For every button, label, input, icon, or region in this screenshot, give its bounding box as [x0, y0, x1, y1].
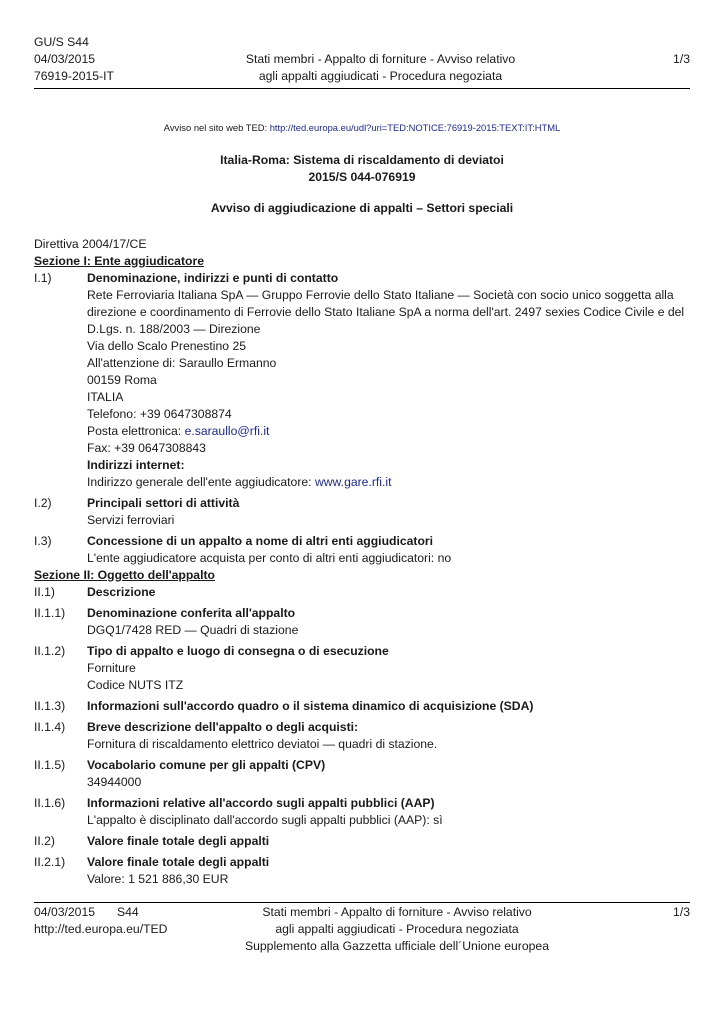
section2-heading: Sezione II: Oggetto dell'appalto — [34, 568, 215, 582]
email-link[interactable]: e.saraullo@rfi.it — [184, 424, 270, 438]
item-number: I.2) — [34, 496, 52, 510]
attention-contact: All'attenzione di: Saraullo Ermanno — [87, 356, 277, 370]
footer-date-issue — [34, 904, 167, 921]
item-i1 — [34, 270, 690, 491]
country: ITALIA — [87, 390, 124, 404]
header-page-number: 1/3 — [673, 52, 690, 66]
item-number: II.1.6) — [34, 796, 66, 810]
footer-doc-type-line1: Stati membri - Appalto di forniture - Avviso relativo — [262, 905, 532, 919]
section1-heading: Sezione I: Ente aggiudicatore — [34, 254, 204, 268]
item-number: II.1.4) — [34, 720, 66, 734]
item-label: Vocabolario comune per gli appalti (CPV) — [87, 758, 326, 772]
item-label: Tipo di appalto e luogo di consegna o di esecuzione — [87, 644, 389, 658]
item-value: Valore: 1 521 886,30 EUR — [87, 872, 229, 886]
page-footer — [34, 902, 690, 953]
notice-prefix: Avviso nel sito web TED: — [163, 122, 270, 133]
header-doc-type-line2: agli appalti aggiudicati - Procedura negoziata — [258, 69, 503, 83]
header-date: 04/03/2015 — [34, 52, 95, 66]
item-ii12 — [34, 643, 690, 694]
email-row — [87, 423, 690, 440]
notice-link[interactable]: http://ted.europa.eu/udl?uri=TED:NOTICE:76919-2015:TEXT:IT:HTML — [269, 122, 561, 133]
item-number: II.2) — [34, 834, 55, 848]
item-value: Forniture — [87, 661, 136, 675]
title-line2: 2015/S 044-076919 — [308, 170, 416, 184]
item-label: Informazioni sull'accordo quadro o il sistema dinamico di acquisizione (SDA) — [87, 699, 534, 713]
item-label: Denominazione conferita all'appalto — [87, 606, 296, 620]
item-number: II.1) — [34, 585, 55, 599]
item-value: L'ente aggiudicatore acquista per conto di altri enti aggiudicatori: no — [87, 551, 452, 565]
item-ii11 — [34, 605, 690, 639]
page-header — [34, 34, 690, 89]
item-ii13 — [34, 698, 690, 715]
general-address-label: Indirizzo generale dell'ente aggiudicatore: — [87, 475, 315, 489]
footer-page-number: 1/3 — [673, 905, 690, 919]
item-value: Codice NUTS ITZ — [87, 678, 184, 692]
item-number: II.1.1) — [34, 606, 66, 620]
item-value: 34944000 — [87, 775, 142, 789]
footer-issue: S44 — [117, 905, 139, 919]
street-address: Via dello Scalo Prenestino 25 — [87, 339, 246, 353]
directive: Direttiva 2004/17/CE — [34, 237, 147, 251]
item-label: Descrizione — [87, 585, 156, 599]
document-title — [0, 152, 724, 186]
header-doc-type-line1: Stati membri - Appalto di forniture - Avviso relativo — [245, 52, 516, 66]
title-line1: Italia-Roma: Sistema di riscaldamento di deviatoi — [220, 153, 504, 167]
footer-doc-type-line2: agli appalti aggiudicati - Procedura negoziata — [275, 922, 519, 936]
internet-label: Indirizzi internet: — [87, 458, 185, 472]
item-ii16 — [34, 795, 690, 829]
general-address-link[interactable]: www.gare.rfi.it — [314, 475, 392, 489]
item-ii21 — [34, 854, 690, 888]
item-number: I.3) — [34, 534, 52, 548]
footer-date: 04/03/2015 — [34, 905, 95, 919]
header-series: GU/S S44 — [34, 35, 89, 49]
item-number: II.2.1) — [34, 855, 66, 869]
item-number: I.1) — [34, 271, 52, 285]
item-number: II.1.5) — [34, 758, 66, 772]
item-ii14 — [34, 719, 690, 753]
item-label: Valore finale totale degli appalti — [87, 855, 270, 869]
footer-reference — [34, 904, 167, 938]
item-value: Servizi ferroviari — [87, 513, 175, 527]
header-reference — [34, 34, 114, 85]
footer-doc-type — [234, 904, 560, 955]
organization-name: Rete Ferroviaria Italiana SpA — Gruppo Ferrovie dello Stato Italiane — Società con socio unico soggetta alla direzione e coordinamento di Ferrovie dello Stato Italiane SpA a norma dell'art. 2497 sexies Codice Civile e del D.Lgs. n. 188/2003 — Direzione — [87, 288, 685, 336]
item-ii15 — [34, 757, 690, 791]
postal-city: 00159 Roma — [87, 373, 157, 387]
footer-site: http://ted.europa.eu/TED — [34, 922, 168, 936]
item-label: Valore finale totale degli appalti — [87, 834, 270, 848]
general-address-row — [87, 474, 690, 491]
item-label: Informazioni relative all'accordo sugli appalti pubblici (AAP) — [87, 796, 435, 810]
header-doc-type — [234, 51, 527, 85]
item-i3 — [34, 533, 690, 567]
header-notice-id: 76919-2015-IT — [34, 69, 114, 83]
item-ii1 — [34, 584, 690, 601]
fax: Fax: +39 0647308843 — [87, 441, 206, 455]
document-body — [34, 236, 690, 888]
item-value: Fornitura di riscaldamento elettrico deviatoi — quadri di stazione. — [87, 737, 438, 751]
footer-supplement: Supplemento alla Gazzetta ufficiale dell´Unione europea — [245, 939, 549, 953]
item-number: II.1.3) — [34, 699, 66, 713]
item-value: DGQ1/7428 RED — Quadri di stazione — [87, 623, 299, 637]
item-label: Principali settori di attività — [87, 496, 240, 510]
item-label: Concessione di un appalto a nome di altri enti aggiudicatori — [87, 534, 434, 548]
ted-notice-line — [0, 122, 724, 133]
item-label: Denominazione, indirizzi e punti di contatto — [87, 271, 339, 285]
document-subtitle: Avviso di aggiudicazione di appalti – Settori speciali — [210, 201, 514, 215]
item-ii2 — [34, 833, 690, 850]
item-i2 — [34, 495, 690, 529]
email-label: Posta elettronica: — [87, 424, 185, 438]
item-number: II.1.2) — [34, 644, 66, 658]
item-value: L'appalto è disciplinato dall'accordo sugli appalti pubblici (AAP): sì — [87, 813, 443, 827]
phone: Telefono: +39 0647308874 — [87, 407, 232, 421]
item-label: Breve descrizione dell'appalto o degli acquisti: — [87, 720, 359, 734]
